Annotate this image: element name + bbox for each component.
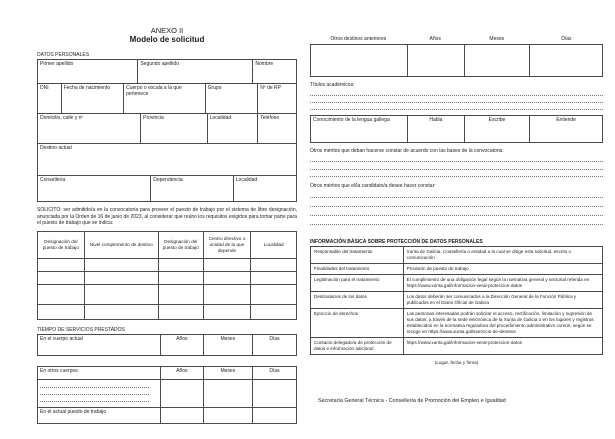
field-segundo-apellido[interactable] [137,60,252,83]
field-domicilio[interactable] [38,114,140,143]
write-line[interactable] [40,381,149,388]
otros-destinos-header-row [310,36,603,42]
write-line[interactable] [310,216,603,225]
field-label: Provincia [143,115,164,122]
puesto-col-header: Centro directivo o unidad de la que depende [203,232,251,258]
proteccion-row-label: Legitimación para el tratamiento [314,276,380,282]
empty-cell[interactable] [38,305,84,319]
field-label: Días [269,367,280,374]
field-label: DNI [40,85,49,92]
proteccion-row-label: Ejercicio de derechos [314,310,358,316]
empty-cell[interactable] [84,285,158,304]
otros-cuerpos-write-area[interactable] [38,380,160,407]
proteccion-datos-table [310,246,603,355]
empty-cell[interactable] [464,45,529,76]
proteccion-row-label: Finalidades del tratamiento [314,265,370,271]
field-label: Escribe [488,117,506,123]
field-actual-puesto[interactable] [38,408,160,423]
empty-cell[interactable] [38,272,84,284]
write-line[interactable] [40,388,149,395]
field-label: Dependencia [153,177,183,184]
titulos-academicos-label: Títulos académicos: [310,82,355,88]
empty-cell[interactable] [407,45,464,76]
otros-meritos-bases-label: Otros méritos que deban hacerse constar de acuerdo con las bases de la convocatoria: [310,148,504,154]
write-line[interactable] [310,207,603,216]
field-num-rp[interactable] [257,84,296,113]
title-anexo: ANEXO II [150,26,184,35]
field-label: En otros cuerpos [40,367,78,374]
empty-cell[interactable] [203,305,251,319]
field-dni[interactable] [38,84,61,113]
proteccion-row-label: Contacto delegado/a de protección de datos e información adicional [314,339,392,351]
otros-cuerpos-table [37,366,297,424]
puesto-empty-row [38,258,296,271]
section-datos-personales: DATOS PERSONALES [37,52,90,59]
solicito-paragraph: SOLICITO: ser admitido/a en la convocatoria para proveer el puesto de trabajo por el sistema de libre designación, anunciada por la Orden de 16 de junio de 2023, al considerar que reúno los requisitos exigidos para tomar parte para el puesto de trabajo que se indica: [37,207,297,227]
field-label: Fecha de nacimiento [63,85,111,92]
lengua-gallega-table [310,115,603,143]
field-label: Consellería [40,177,66,184]
field-cuerpo-actual[interactable] [38,335,160,355]
field-meses [203,367,253,379]
field-label: Años [176,367,188,374]
table-row [311,308,602,337]
empty-cell[interactable] [250,272,296,284]
otros-meritos-candidato-label: Otros méritos que el/la candidato/a desee hacer constar: [310,183,436,189]
field-dependencia[interactable] [150,176,233,201]
proteccion-row-value: Las personas interesadas podrán solicitar el acceso, rectificación, limitación y supresión de sus datos, a través de la sede electrónica de la Xunta de Galicia o en los lugares y registros establecidos en la normativa reguladora del procedimiento administrativo común, según se recoge en https://www.xunta.gal/exercicio-de-dereitos [403,309,602,337]
empty-cell[interactable] [38,259,84,271]
field-label: Cuerpo o escala a la que pertenece [126,85,182,98]
field-destino-actual[interactable] [38,144,296,175]
empty-cell[interactable] [203,408,253,423]
field-cuerpo-escala[interactable] [123,84,205,113]
field-escribe[interactable] [464,116,529,142]
empty-cell[interactable] [203,380,253,407]
write-line[interactable] [40,395,149,402]
field-primer-apellido[interactable] [38,60,137,83]
field-conselleria[interactable] [38,176,150,201]
puesto-col-header: Localidad [250,232,296,258]
form-title [37,26,297,45]
col-label-dias: Días [561,36,572,42]
empty-cell[interactable] [158,272,203,284]
field-label: Segundo apellido [140,61,179,68]
col-label-meses: Meses [489,36,505,42]
proteccion-row-value: Los datos deberán ser comunicados a la Dirección General de la Función Pública y publicados en el Diario Oficial de Galicia [403,292,602,308]
empty-cell[interactable] [84,305,158,319]
field-anos [160,367,203,379]
empty-cell[interactable] [250,259,296,271]
field-otros-cuerpos [38,367,160,379]
empty-cell[interactable] [38,285,84,304]
write-line[interactable] [310,155,603,162]
field-label: Meses [220,335,236,342]
empty-cell[interactable] [250,285,296,304]
table-row [311,247,602,263]
table-row [311,263,602,274]
empty-cell[interactable] [160,380,203,407]
puesto-col-header: Designación del puesto de trabajo [42,239,79,250]
field-label: Conocimiento de la lengua gallega [313,117,390,123]
field-label: Habla [429,117,443,123]
empty-cell[interactable] [203,285,251,304]
field-entiende[interactable] [529,116,602,142]
field-telefono[interactable] [257,114,296,143]
empty-cell[interactable] [203,259,251,271]
field-fecha-nacimiento[interactable] [61,84,123,113]
col-label-otros-destinos: Otros destinos anteriores [330,36,387,42]
field-anos[interactable] [160,335,203,355]
empty-cell[interactable] [311,45,407,76]
empty-cell[interactable] [158,259,203,271]
write-line[interactable] [310,190,603,198]
puesto-empty-row [38,284,296,304]
field-label: En el actual puesto de trabajo [40,408,107,415]
field-label: Nº de RP [260,85,281,92]
field-localidad[interactable] [207,114,258,143]
proteccion-row-label: Responsable del tratamiento [314,249,373,254]
puesto-solicitado-table [37,231,297,320]
title-modelo-solicitud: Modelo de solicitud [129,35,205,45]
empty-cell[interactable] [252,380,296,407]
field-label: Años [176,335,188,342]
field-label: Grupo [207,85,222,92]
footer-office-line: Secretaría General Técnica - Consellería de Promoción del Empleo e Igualdad [318,398,506,404]
puesto-col-header: Nivel complemento de destino [84,232,158,258]
field-nombre[interactable] [252,60,296,83]
field-habla[interactable] [407,116,464,142]
proteccion-row-value: El cumplimiento de una obligación legal según la normativa general y sectorial referida en https://www.xunta.gal/informacion-xeral-proteccion-datos [403,275,602,291]
empty-cell[interactable] [250,305,296,319]
write-line[interactable] [310,198,603,207]
field-grupo[interactable] [205,84,258,113]
field-label: Destino actual [40,145,72,152]
table-row [311,274,602,291]
proteccion-datos-title: INFORMACIÓN BÁSICA SOBRE PROTECCIÓN DE DATOS PERSONALES [310,239,483,245]
write-line[interactable] [310,170,603,177]
empty-cell[interactable] [158,285,203,304]
field-label: Localidad [209,115,232,122]
puesto-empty-row [38,304,296,319]
field-provincia[interactable] [140,114,207,143]
table-row [311,337,602,354]
field-label: Teléfono [260,115,280,122]
field-label: Nombre [255,61,274,68]
section-tiempo-servicios: TIEMPO DE SERVICIOS PRESTADOS [37,326,125,333]
proteccion-row-value: https://www.xunta.gal/informacion-xeral-proteccion-datos [403,338,602,354]
left-column [37,26,297,424]
field-label: Días [269,335,280,342]
write-line[interactable] [310,103,603,110]
empty-cell[interactable] [158,305,203,319]
proteccion-row-value: Provisión de puesto de trabajo [403,264,602,274]
field-dias [252,367,296,379]
write-line[interactable] [310,162,603,170]
empty-cell[interactable] [203,272,251,284]
field-meses[interactable] [203,335,253,355]
col-label-anos: Años [429,36,441,42]
table-row [311,291,602,308]
field-label: Meses [220,367,236,374]
write-line[interactable] [310,89,603,96]
empty-cell[interactable] [84,272,158,284]
field-dias[interactable] [252,335,296,355]
field-label: Entiende [556,117,576,123]
otros-destinos-table [310,44,603,77]
puesto-empty-row [38,271,296,284]
cuerpo-actual-table [37,334,297,356]
field-label: Primer apellido [40,61,74,68]
empty-cell[interactable] [84,259,158,271]
field-label: Domicilio, calle y nº [40,115,84,122]
empty-cell[interactable] [160,408,203,423]
puesto-col-header: Designación del puesto de trabajo [158,232,203,258]
datos-personales-table [37,59,297,202]
field-label: En el cuerpo actual [40,335,83,342]
proteccion-row-label: Destinatarios de los datos [314,293,367,299]
field-localidad-conselleria[interactable] [233,176,296,201]
empty-cell[interactable] [529,45,602,76]
empty-cell[interactable] [252,408,296,423]
right-column [310,36,603,365]
lugar-fecha-firma-label: (Lugar, fecha y firma) [434,359,479,365]
proteccion-row-value: Xunta de Galicia. Consellería o entidad a la cual se dirige esta solicitud, escrito o comunicación [403,247,602,263]
field-conocimiento-lengua [311,116,407,142]
field-label: Localidad [235,177,258,184]
write-line[interactable] [310,96,603,103]
